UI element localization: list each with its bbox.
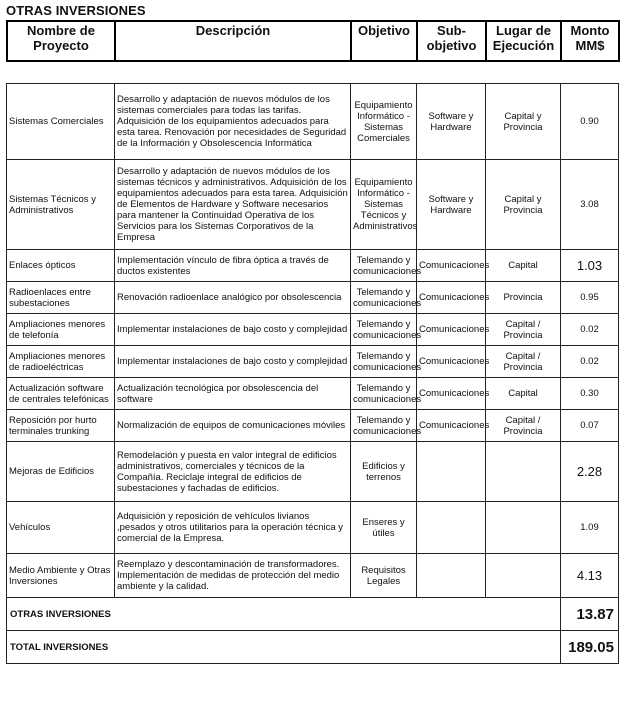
header-nombre: Nombre de Proyecto [7, 21, 115, 61]
table-row [7, 250, 619, 282]
cell-monto: 1.09 [561, 502, 619, 554]
cell-descripcion: Normalización de equipos de comunicaciones móviles [115, 410, 351, 442]
cell-lugar: Capital / Provincia [486, 314, 561, 346]
cell-monto: 0.02 [561, 346, 619, 378]
header-lugar: Lugar de Ejecución [486, 21, 561, 61]
cell-objetivo: Telemando y comunicaciones [351, 250, 417, 282]
cell-objetivo: Edificios y terrenos [351, 442, 417, 502]
cell-objetivo: Telemando y comunicaciones [351, 314, 417, 346]
cell-subobjetivo [417, 554, 486, 598]
table-row [7, 502, 619, 554]
cell-subobjetivo: Comunicaciones [417, 410, 486, 442]
summary-label: OTRAS INVERSIONES [7, 598, 561, 631]
cell-objetivo: Equipamiento Informático - Sistemas Comerciales [351, 84, 417, 160]
cell-nombre: Medio Ambiente y Otras Inversiones [7, 554, 115, 598]
cell-lugar: Capital / Provincia [486, 346, 561, 378]
cell-nombre: Vehículos [7, 502, 115, 554]
table-header [6, 20, 620, 62]
cell-lugar: Capital y Provincia [486, 84, 561, 160]
cell-subobjetivo: Comunicaciones [417, 346, 486, 378]
cell-monto: 1.03 [561, 250, 619, 282]
cell-descripcion: Reemplazo y descontaminación de transformadores. Implementación de medidas de protección del medio ambiente y la calidad. [115, 554, 351, 598]
cell-nombre: Reposición por hurto terminales trunking [7, 410, 115, 442]
summary-value: 189.05 [561, 631, 619, 664]
cell-subobjetivo: Comunicaciones [417, 314, 486, 346]
cell-lugar [486, 554, 561, 598]
cell-objetivo: Telemando y comunicaciones [351, 282, 417, 314]
cell-monto: 0.02 [561, 314, 619, 346]
cell-monto: 0.30 [561, 378, 619, 410]
cell-objetivo: Equipamiento Informático - Sistemas Técnicos y Administrativos [351, 160, 417, 250]
page-title: OTRAS INVERSIONES [6, 3, 146, 18]
cell-monto: 0.95 [561, 282, 619, 314]
cell-descripcion: Desarrollo y adaptación de nuevos módulos de los sistemas comerciales para todas las tarifas. Adquisición de los equipamientos adecuados para esta tarea. Renovación por necesidades de Seguridad de la Información y Obsolescencia Informática [115, 84, 351, 160]
cell-descripcion: Implementación vínculo de fibra óptica a través de ductos existentes [115, 250, 351, 282]
cell-descripcion: Adquisición y reposición de vehículos livianos ,pesados y otros utilitarios para la operación técnica y comercial de la Empresa. [115, 502, 351, 554]
cell-subobjetivo: Software y Hardware [417, 160, 486, 250]
cell-descripcion: Implementar instalaciones de bajo costo y complejidad [115, 314, 351, 346]
cell-subobjetivo: Software y Hardware [417, 84, 486, 160]
cell-lugar [486, 442, 561, 502]
table-row [7, 442, 619, 502]
cell-monto: 2.28 [561, 442, 619, 502]
investments-table [6, 83, 619, 664]
cell-descripcion: Renovación radioenlace analógico por obsolescencia [115, 282, 351, 314]
cell-monto: 4.13 [561, 554, 619, 598]
summary-value: 13.87 [561, 598, 619, 631]
cell-subobjetivo: Comunicaciones [417, 378, 486, 410]
cell-objetivo: Telemando y comunicaciones [351, 346, 417, 378]
summary-row-total [7, 631, 619, 664]
cell-monto: 0.90 [561, 84, 619, 160]
cell-subobjetivo [417, 442, 486, 502]
header-subobjetivo: Sub-objetivo [417, 21, 486, 61]
cell-objetivo: Requisitos Legales [351, 554, 417, 598]
cell-lugar [486, 502, 561, 554]
header-objetivo: Objetivo [351, 21, 417, 61]
cell-lugar: Capital [486, 250, 561, 282]
cell-nombre: Sistemas Técnicos y Administrativos [7, 160, 115, 250]
cell-nombre: Actualización software de centrales telefónicas [7, 378, 115, 410]
cell-monto: 0.07 [561, 410, 619, 442]
table-row [7, 346, 619, 378]
table-row [7, 84, 619, 160]
cell-lugar: Provincia [486, 282, 561, 314]
cell-descripcion: Remodelación y puesta en valor integral de edificios administrativos, comerciales y técnicos de la Compañía. Reciclaje integral de edificios de subestaciones y fachadas de edificios. [115, 442, 351, 502]
cell-descripcion: Actualización tecnológica por obsolescencia del software [115, 378, 351, 410]
cell-objetivo: Enseres y útiles [351, 502, 417, 554]
cell-nombre: Mejoras de Edificios [7, 442, 115, 502]
cell-nombre: Sistemas Comerciales [7, 84, 115, 160]
table-row [7, 160, 619, 250]
cell-nombre: Ampliaciones menores de telefonía [7, 314, 115, 346]
table-row [7, 554, 619, 598]
table-row [7, 282, 619, 314]
summary-label: TOTAL INVERSIONES [7, 631, 561, 664]
table-row [7, 410, 619, 442]
table-row [7, 314, 619, 346]
cell-nombre: Enlaces ópticos [7, 250, 115, 282]
cell-objetivo: Telemando y comunicaciones [351, 378, 417, 410]
header-monto: Monto MM$ [561, 21, 619, 61]
cell-descripcion: Desarrollo y adaptación de nuevos módulos de los sistemas técnicos y administrativos. Adquisición de los equipamientos adecuados para esta tarea. Adquisición de Elementos de Hardware y Software necesarios para mantener la Continuidad Operativa de los Servicios para los Sistemas Corporativos de la Empresa [115, 160, 351, 250]
cell-objetivo: Telemando y comunicaciones [351, 410, 417, 442]
table-row [7, 378, 619, 410]
cell-nombre: Radioenlaces entre subestaciones [7, 282, 115, 314]
cell-descripcion: Implementar instalaciones de bajo costo y complejidad [115, 346, 351, 378]
cell-subobjetivo: Comunicaciones [417, 282, 486, 314]
cell-monto: 3.08 [561, 160, 619, 250]
summary-row-otras [7, 598, 619, 631]
cell-subobjetivo [417, 502, 486, 554]
cell-lugar: Capital / Provincia [486, 410, 561, 442]
cell-lugar: Capital [486, 378, 561, 410]
cell-lugar: Capital y Provincia [486, 160, 561, 250]
cell-nombre: Ampliaciones menores de radioeléctricas [7, 346, 115, 378]
header-descripcion: Descripción [115, 21, 351, 61]
cell-subobjetivo: Comunicaciones [417, 250, 486, 282]
